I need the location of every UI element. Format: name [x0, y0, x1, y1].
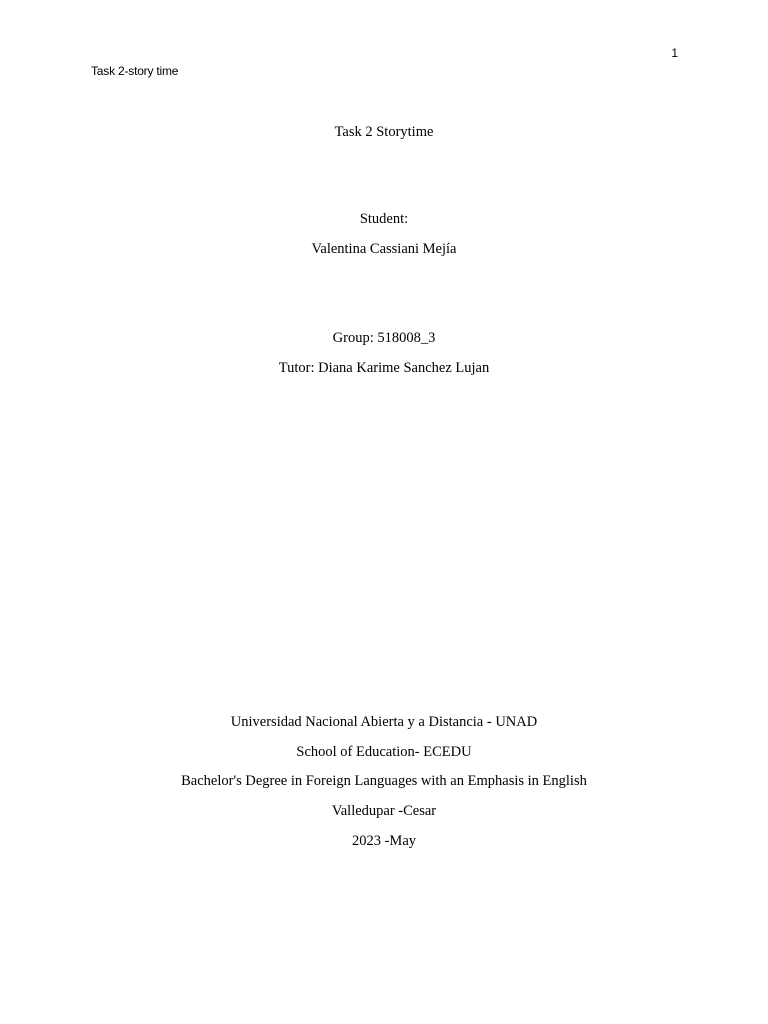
student-label: Student: — [359, 211, 409, 227]
page-number: 1 — [671, 46, 678, 60]
running-head: Task 2-story time — [91, 64, 179, 78]
paper-title: Task 2 Storytime — [334, 124, 434, 140]
tutor-line: Tutor: Diana Karime Sanchez Lujan — [278, 360, 490, 376]
program-line: Bachelor's Degree in Foreign Languages with an Emphasis in English — [181, 773, 587, 789]
date-line: 2023 -May — [351, 833, 417, 849]
location-line: Valledupar -Cesar — [331, 803, 437, 819]
student-name: Valentina Cassiani Mejía — [311, 241, 457, 257]
school-line: School of Education- ECEDU — [296, 744, 472, 760]
university-line: Universidad Nacional Abierta y a Distancia - UNAD — [230, 714, 538, 730]
group-line: Group: 518008_3 — [332, 330, 436, 346]
